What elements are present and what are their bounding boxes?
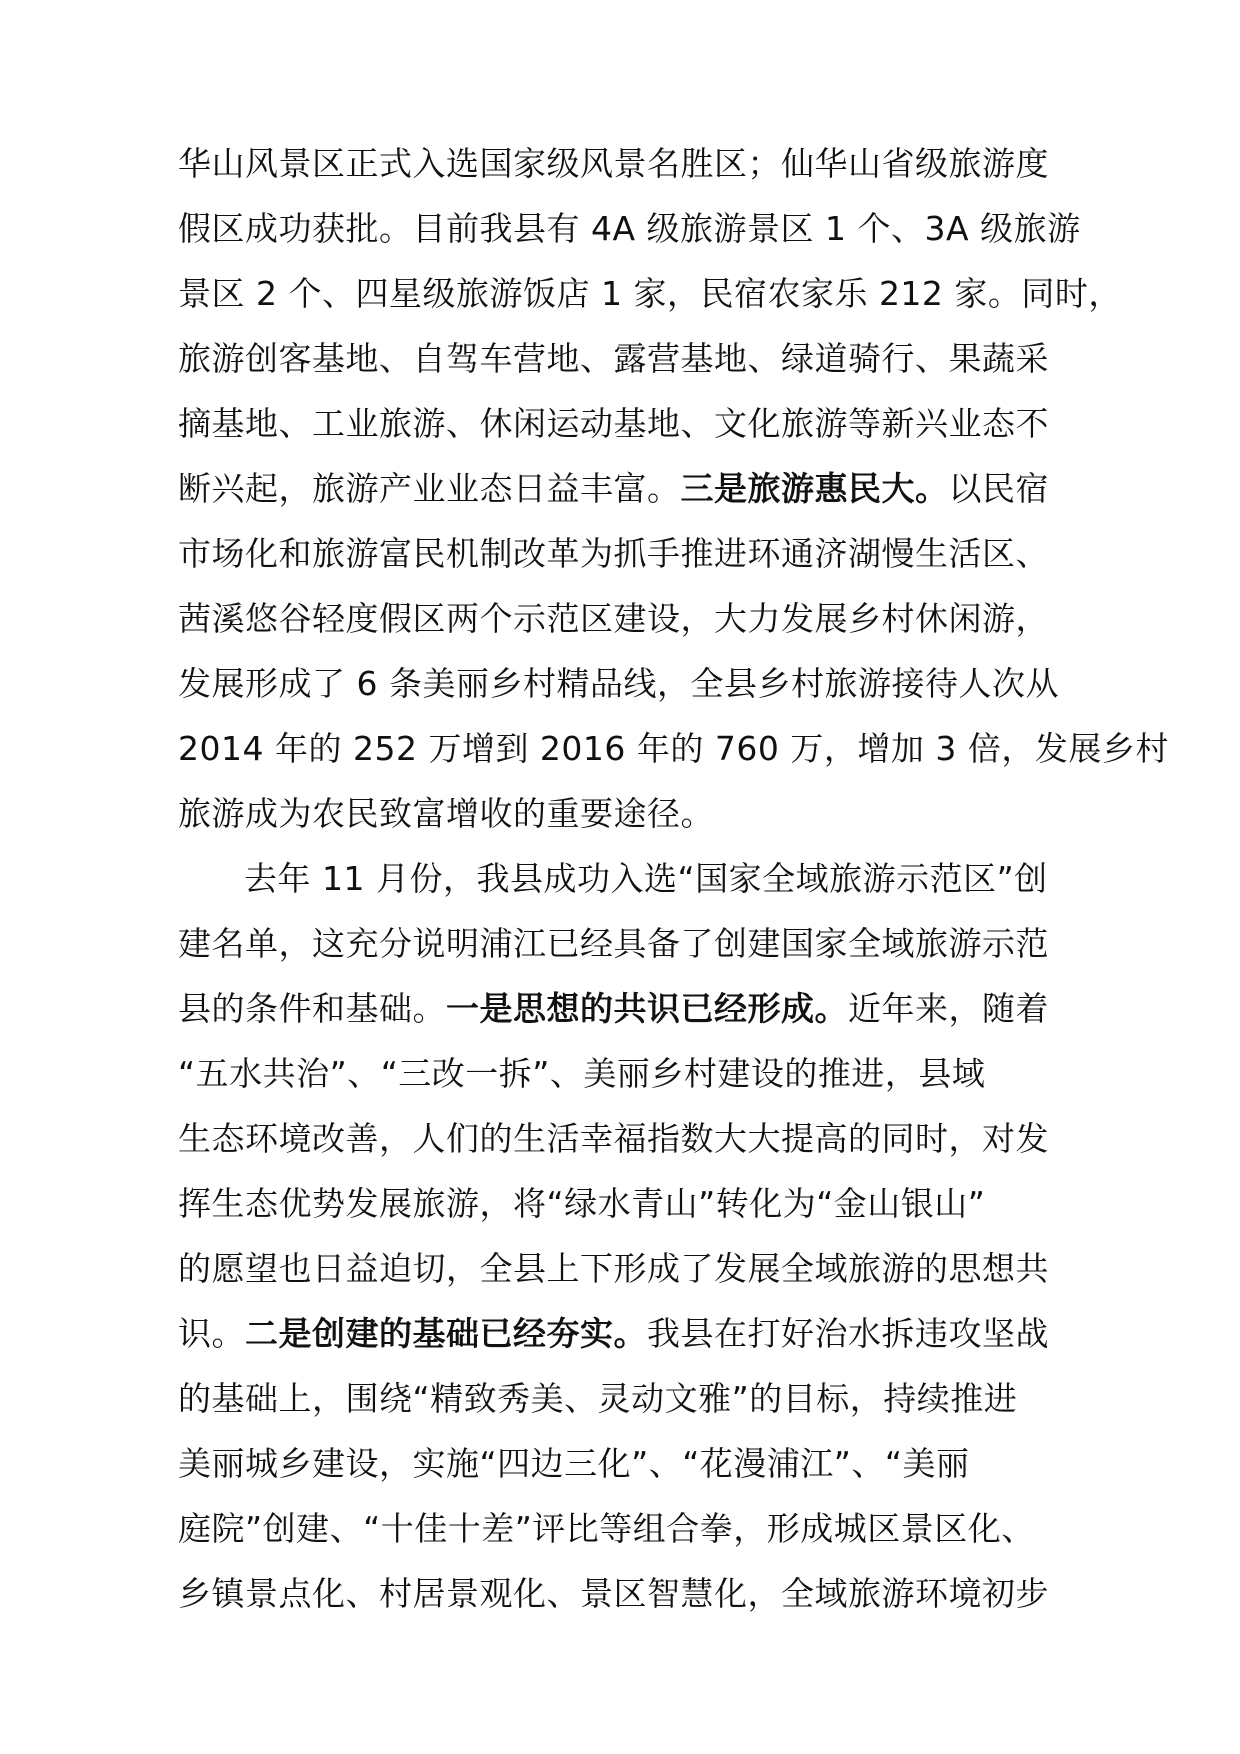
text-run: 我县在打好治水拆违攻坚战 xyxy=(647,1314,1049,1353)
text-line: 发展形成了 6 条美丽乡村精品线，全县乡村旅游接待人次从 xyxy=(178,664,1059,703)
text-run: 县的条件和基础。 xyxy=(178,989,446,1028)
text-line: 摘基地、工业旅游、休闲运动基地、文化旅游等新兴业态不 xyxy=(178,404,1049,443)
bold-heading: 二是创建的基础已经夯实。 xyxy=(245,1314,647,1353)
text-line: 的愿望也日益迫切，全县上下形成了发展全域旅游的思想共 xyxy=(178,1249,1049,1288)
text-line: 旅游创客基地、自驾车营地、露营基地、绿道骑行、果蔬采 xyxy=(178,339,1049,378)
text-line: 去年 11 月份，我县成功入选“国家全域旅游示范区”创 xyxy=(244,859,1048,898)
text-line: 乡镇景点化、村居景观化、景区智慧化，全域旅游环境初步 xyxy=(178,1574,1049,1613)
bold-heading: 三是旅游惠民大。 xyxy=(680,469,949,508)
text-run: 以民宿 xyxy=(948,469,1049,508)
text-line: 挥生态优势发展旅游，将“绿水青山”转化为“金山银山” xyxy=(178,1184,986,1223)
bold-heading: 一是思想的共识已经形成。 xyxy=(446,989,848,1028)
text-run: 识。 xyxy=(178,1314,245,1353)
document-body xyxy=(178,131,1169,1626)
text-line: 的基础上，围绕“精致秀美、灵动文雅”的目标，持续推进 xyxy=(178,1379,1018,1418)
text-line: 旅游成为农民致富增收的重要途径。 xyxy=(178,794,714,833)
text-line: 美丽城乡建设，实施“四边三化”、“花漫浦江”、“美丽 xyxy=(178,1444,970,1483)
text-line: 景区 2 个、四星级旅游饭店 1 家，民宿农家乐 212 家。同时， xyxy=(178,274,1122,313)
text-line: 生态环境改善，人们的生活幸福指数大大提高的同时，对发 xyxy=(178,1119,1049,1158)
text-line xyxy=(178,456,1068,521)
text-line: 庭院”创建、“十佳十差”评比等组合拳，形成城区景区化、 xyxy=(178,1509,1035,1548)
text-line: 市场化和旅游富民机制改革为抓手推进环通济湖慢生活区、 xyxy=(178,534,1049,573)
text-line: 建名单，这充分说明浦江已经具备了创建国家全域旅游示范 xyxy=(178,924,1049,963)
text-line xyxy=(178,1301,1068,1366)
text-line xyxy=(178,976,1068,1041)
text-line: 华山风景区正式入选国家级风景名胜区；仙华山省级旅游度 xyxy=(178,144,1049,183)
text-line: 2014 年的 252 万增到 2016 年的 760 万，增加 3 倍，发展乡村 xyxy=(178,729,1169,768)
text-line: “五水共治”、“三改一拆”、美丽乡村建设的推进，县域 xyxy=(178,1054,986,1093)
text-run: 近年来，随着 xyxy=(848,989,1049,1028)
text-line: 假区成功获批。目前我县有 4A 级旅游景区 1 个、3A 级旅游 xyxy=(178,209,1081,248)
text-run: 断兴起，旅游产业业态日益丰富。 xyxy=(178,469,681,508)
text-line: 茜溪悠谷轻度假区两个示范区建设，大力发展乡村休闲游， xyxy=(178,599,1049,638)
